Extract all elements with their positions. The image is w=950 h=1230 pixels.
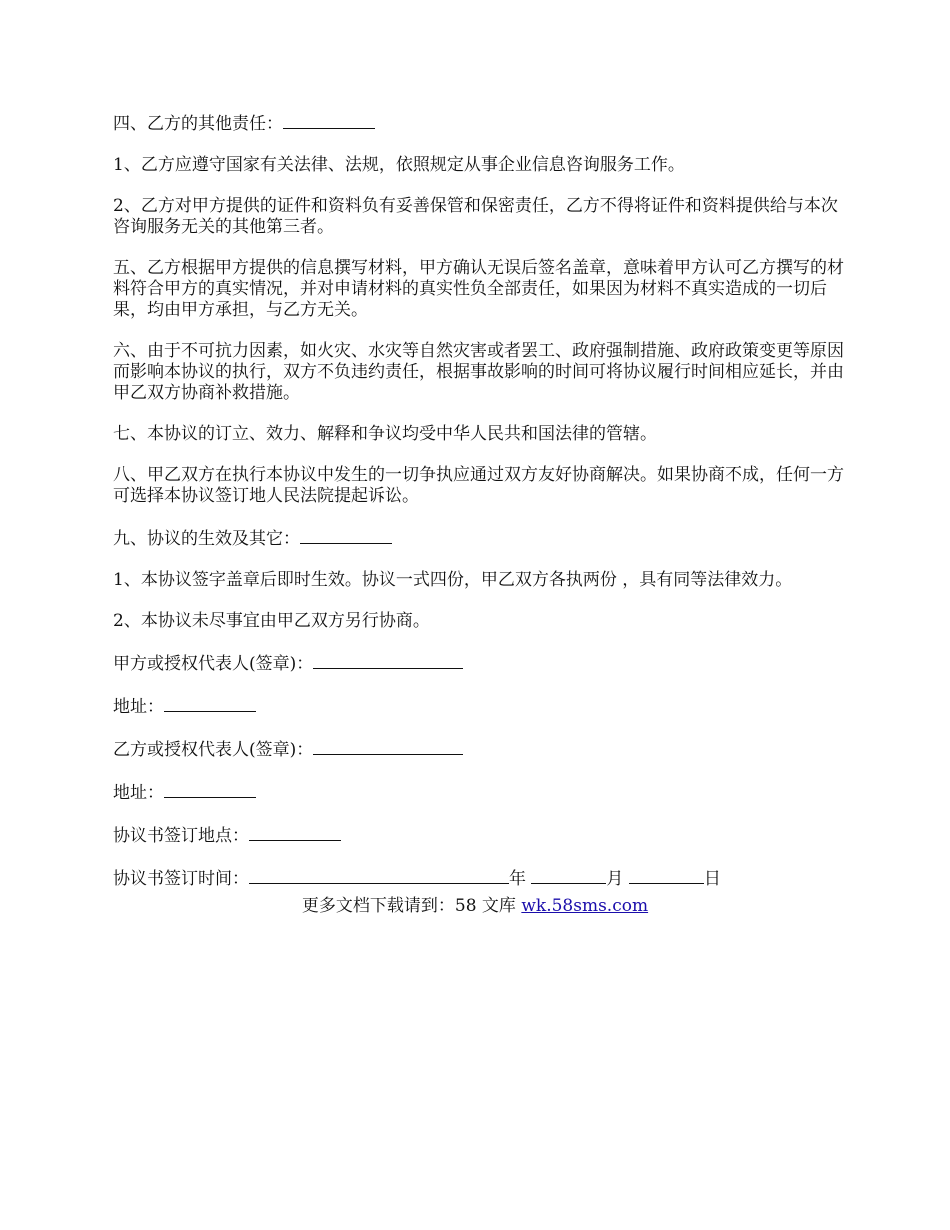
sign-day-field[interactable] [629,867,704,884]
party-a-address-field[interactable] [164,695,256,712]
sign-place-field[interactable] [249,824,341,841]
sign-time-line: 协议书签订时间： 年 月 日 [113,869,721,889]
section-4-heading: 四、乙方的其他责任： [113,112,848,135]
party-a-signature-line: 甲方或授权代表人(签章)： [113,652,848,675]
blank-line [283,112,375,129]
sign-year-field[interactable] [249,867,509,884]
section-9-item-1: 1、本协议签字盖章后即时生效。协议一式四份，甲乙双方各执两份 ，具有同等法律效力。 [113,570,793,590]
section-7: 七、本协议的订立、效力、解释和争议均受中华人民共和国法律的管辖。 [113,424,657,444]
footer-text: 更多文档下载请到：58 文库 [301,896,522,916]
sign-month-field[interactable] [531,867,606,884]
blank-line [300,527,392,544]
party-b-address-field[interactable] [164,781,256,798]
section-4-item-1: 1、乙方应遵守国家有关法律、法规，依照规定从事企业信息咨询服务工作。 [113,155,685,175]
party-a-address-line: 地址： [113,695,848,718]
party-b-signature-line: 乙方或授权代表人(签章)： [113,738,848,761]
section-8: 八、甲乙双方在执行本协议中发生的一切争执应通过双方友好协商解决。如果协商不成，任何一方可选择本协议签订地人民法院提起诉讼。 [113,465,844,506]
party-b-address-line: 地址： [113,781,848,804]
party-a-signature-field[interactable] [313,652,463,669]
footer [0,896,950,917]
section-4-item-2: 2、乙方对甲方提供的证件和资料负有妥善保管和保密责任，乙方不得将证件和资料提供给与本次咨询服务无关的其他第三者。 [113,196,838,237]
section-9-item-2: 2、本协议未尽事宜由甲乙双方另行协商。 [113,611,430,631]
section-5: 五、乙方根据甲方提供的信息撰写材料，甲方确认无误后签名盖章，意味着甲方认可乙方撰写的材料符合甲方的真实情况，并对申请材料的真实性负全部责任，如果因为材料不真实造成的一切后果，均由甲方承担，与乙方无关。 [113,258,844,320]
sign-place-line: 协议书签订地点： [113,824,848,847]
section-9-heading: 九、协议的生效及其它： [113,527,848,550]
section-6: 六、由于不可抗力因素，如火灾、水灾等自然灾害或者罢工、政府强制措施、政府政策变更等原因而影响本协议的执行，双方不负违约责任，根据事故影响的时间可将协议履行时间相应延长，并由甲乙双方协商补救措施。 [113,341,844,403]
party-b-signature-field[interactable] [313,738,463,755]
document-body [113,112,848,910]
footer-link[interactable]: wk.58sms.com [521,896,649,916]
